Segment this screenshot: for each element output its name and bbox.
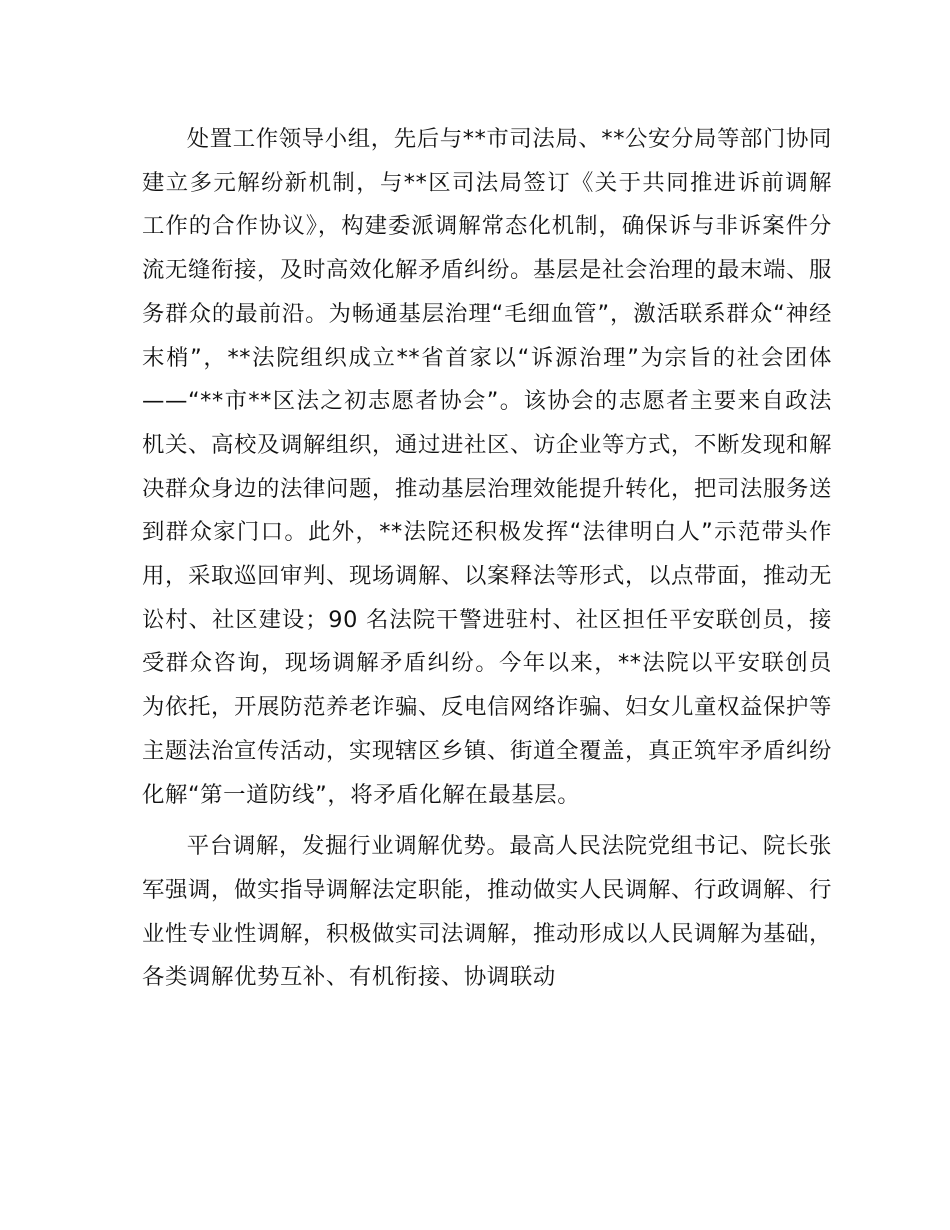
paragraph-1: 处置工作领导小组，先后与**市司法局、**公安分局等部门协同建立多元解纷新机制，与**区司法局签订《关于共同推进诉前调解工作的合作协议》，构建委派调解常态化机制，确保诉与非诉案件分流无缝衔接，及时高效化解矛盾纠纷。基层是社会治理的最末端、服务群众的最前沿。为畅通基层治理“毛细血管”，激活联系群众“神经末梢”，**法院组织成立**省首家以“诉源治理”为宗旨的社会团体——“**市**区法之初志愿者协会”。该协会的志愿者主要来自政法机关、高校及调解组织，通过进社区、访企业等方式，不断发现和解决群众身边的法律问题，推动基层治理效能提升转化，把司法服务送到群众家门口。此外，**法院还积极发挥“法律明白人”示范带头作用，采取巡回审判、现场调解、以案释法等形式，以点带面，推动无讼村、社区建设；90 名法院干警进驻村、社区担任平安联创员，接受群众咨询，现场调解矛盾纠纷。今年以来，**法院以平安联创员为依托，开展防范养老诈骗、反电信网络诈骗、妇女儿童权益保护等主题法治宣传活动，实现辖区乡镇、街道全覆盖，真正筑牢矛盾纠纷化解“第一道防线”，将矛盾化解在最基层。 (142, 126, 832, 808)
paragraph-2: 平台调解，发掘行业调解优势。最高人民法院党组书记、院长张军强调，做实指导调解法定职能，推动做实人民调解、行政调解、行业性专业性调解，积极做实司法调解，推动形成以人民调解为基础，各类调解优势互补、有机衔接、协调联动 (142, 833, 832, 991)
document-page (142, 118, 832, 1000)
